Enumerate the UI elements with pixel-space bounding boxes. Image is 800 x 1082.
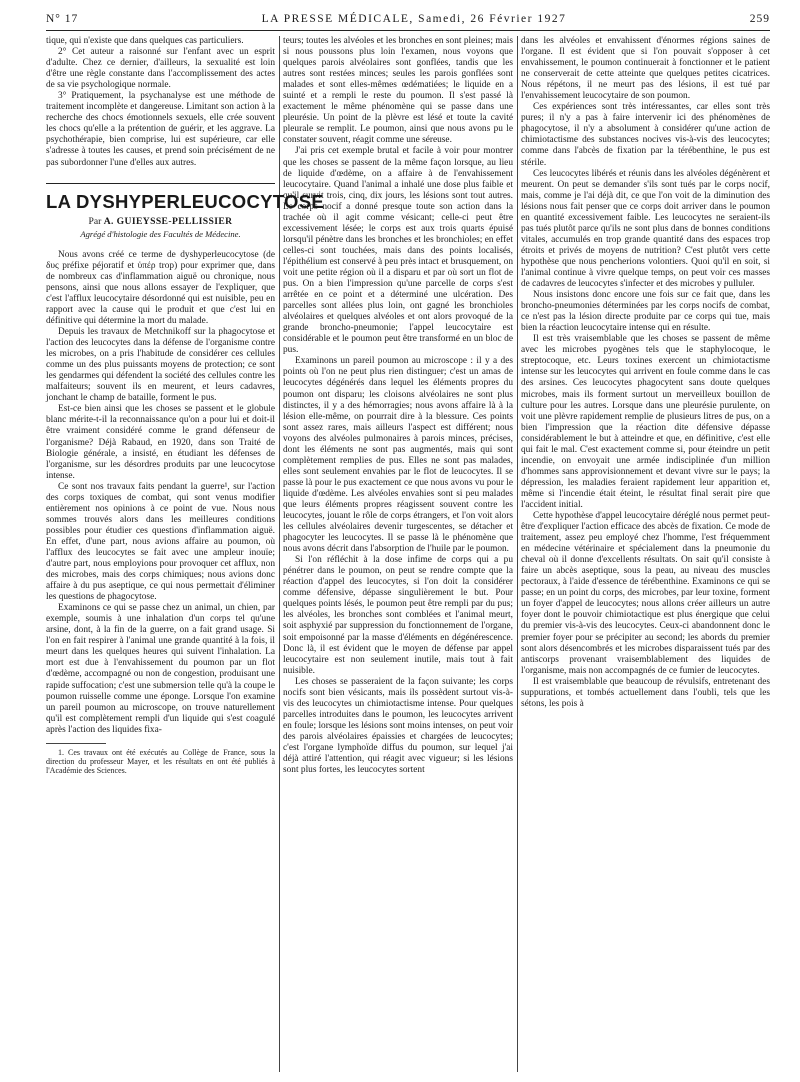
author-name: A. GUIEYSSE-PELLISSIER — [103, 215, 233, 227]
header-rule — [46, 30, 770, 31]
article-title: LA DYSHYPERLEUCOCYTOSE — [46, 190, 324, 212]
column-1 — [46, 36, 324, 776]
article-body — [46, 250, 275, 736]
column-divider — [517, 36, 518, 1072]
footnote — [46, 748, 275, 776]
paragraph: Nous insistons donc encore une fois sur ce fait que, dans les broncho-pneumonies déterminées par les corps nocifs de combat, ce n'est pas la lésion directe produite par ce corps qui tue, mais bien la réaction leucocytaire intense qui en résulte. — [521, 290, 770, 334]
paragraph: teurs; toutes les alvéoles et les bronches en sont pleines; mais si nous poussons plus loin l'examen, nous voyons que quelques parois alvéolaires sont gonflées, tandis que les autres sont restées minces; seules les parois gonflées sont malades et sont elles-mêmes œdématiées; le liquide en a suinté et a rempli le reste du poumon. Il s'est passé là exactement le même phénomène qui se passe dans une pleurésie. Un point de la plèvre est lésé et toute la cavité pleurale se remplit. Le poumon, ainsi que nous avons pu le constater souvent, réagit comme une séreuse. — [283, 36, 513, 146]
paragraph: Cette hypothèse d'appel leucocytaire déréglé nous permet peut-être d'expliquer l'action efficace des abcès de fixation. Ce mode de traitement, assez peu employé chez l'homme, l'est fréquemment en médecine vétérinaire et spécialement dans la pneumonie du cheval où il donne d'excellents résultats. On sait qu'il consiste à faire un abcès aseptique, sous la peau, au niveau des muscles pectoraux, à l'aide d'essence de térébenthine. Examinons ce qui se passe; en un point du corps, des microbes, par leur toxine, forment un foyer d'appel de leucocytes; nous allons créer ailleurs un autre foyer dont le pouvoir chimiotactique est plus énergique que celui du premier vis-à-vis des leucocytes. Ceux-ci abandonnent donc le premier foyer pour se précipiter au second; les abords du premier sont alors désencombrés et les microbes disparaissent tués par des antiscorps provenant vraisemblablement des liquides de l'organisme, mais non accompagnés de ce fumier de leucocytes. — [521, 511, 770, 676]
journal-title-date: LA PRESSE MÉDICALE, Samedi, 26 Février 1927 — [261, 13, 567, 25]
paragraph: Ces expériences sont très intéressantes, car elles sont très pures; il n'y a pas à faire intervenir ici des phénomènes de phagocytose, il n'y a absolument à considérer qu'une action de chimiotactisme des substances nocives vis-à-vis des leucocytes; comme dans l'abcès de fixation par la térébenthine, le pus est stérile. — [521, 102, 770, 168]
paragraph: J'ai pris cet exemple brutal et facile à voir pour montrer que les choses se passent de la même façon lorsque, au lieu de liquide d'œdème, on a affaire à de l'envahissement leucocytaire. Quand l'animal a inhalé une dose plus faible et qu'il survit trois, cinq, dix jours, les lésions sont tout autres. Le corps nocif a donné presque toute son action dans la trachée où il agit comme vésicant; celle-ci peut être excessivement lésée; le corps est aux trois quarts épuisé lorsqu'il pénètre dans les bronches et les bronchioles; en effet celles-ci sont touchées, mais dans des points localisés, l'épithélium est conservé à peu près intact et brusquement, on voit une petite région où il a disparu et par où sort un flot de pus. On a bien l'impression qu'une parcelle de corps s'est arrêtée en ce point et a déterminé une ulcération. Des parcelles sont allées plus loin, ont gagné les bronchioles alvéolaires et quelques alvéoles et ont alors provoqué de la grande broncho-pneumonie; l'appel leucocytaire est considérable et le poumon peut être transformé en un bloc de pus. — [283, 146, 513, 356]
paragraph: Est-ce bien ainsi que les choses se passent et le globule blanc mérite-t-il la reconnaissance qu'on a pour lui et doit-il être vraiment considéré comme le grand défenseur de l'organisme? Déjà Rabaud, en 1920, dans son Traité de Biologie générale, a insisté, en étudiant les défenses de l'organisme, sur les désordres produits par une leucocytose intense. — [46, 404, 275, 481]
paragraph: 2° Cet auteur a raisonné sur l'enfant avec un esprit d'adulte. Chez ce dernier, d'ailleurs, la sexualité est loin d'être une règle constante dans l'accomplissement des actes de sa vie psychologique normale. — [46, 47, 275, 91]
paragraph: Depuis les travaux de Metchnikoff sur la phagocytose et l'action des leucocytes dans la défense de l'organisme contre les microbes, on a pris l'habitude de considérer ces cellules comme un des plus puissants moyens de protection; ce sont les gendarmes qui défendent la société des cellules contre les malfaiteurs; souvent ils en meurent, et leurs cadavres, jonchant le champ de bataille, forment le pus. — [46, 327, 275, 404]
article-separator — [46, 183, 275, 184]
paragraph: Ce sont nos travaux faits pendant la guerre¹, sur l'action des corps toxiques de combat, qui sont venus modifier entièrement nos opinions à ce point de vue. Nous nous sommes trouvés alors dans les meilleures conditions possibles pour étudier ces questions d'inflammation aiguë. En effet, d'une part, nous avions affaire au poumon, où l'afflux des leucocytes se fait avec une ampleur inouïe; d'autre part, nous employions pour provoquer cet afflux, non des microbes, mais des corps chimiques; nous avions donc affaire à du pus aseptique, ce qui nous permettait d'éliminer les questions de phagocytose. — [46, 481, 275, 603]
paragraph: tique, qui n'existe que dans quelques cas particuliers. — [46, 36, 244, 46]
paragraph: Nous avons créé ce terme de dyshyperleucocytose (de δυς préfixe péjoratif et ὑπέρ trop) pour exprimer que, dans de nombreux cas d'inflammation aiguë ou chronique, nous pensons, ainsi que nous allons essayer de l'expliquer, que c'est l'afflux leucocytaire désordonné qui est nuisible, peu en rapport avec la cause qui le produit et que c'est lui en définitive qui détermine la mort du malade. — [46, 249, 275, 326]
paragraph: Examinons ce qui se passe chez un animal, un chien, par exemple, soumis à une inhalation d'un corps tel qu'une arsine, dont, à la fin de la guerre, on a fait grand usage. Si l'on en fait respirer à l'animal une grande quantité à la fois, il meurt dans les quelques heures qui suivent l'inhalation. La mort est due à l'envahissement du poumon par un flot d'œdème, accompagné ou non de congestion, produisant une rapide suffocation; c'est une submersion telle qu'à la coupe le poumon ruisselle comme une éponge. Lorsque l'on examine un pareil poumon au microscope, on trouve naturellement qu'il est complètement rempli d'un liquide qui s'est coagulé après l'action des liquides fixa- — [46, 603, 275, 735]
paragraph: dans les alvéoles et envahissent d'énormes régions saines de l'organe. Il est évident que si l'on pouvait s'opposer à cet envahissement, le poumon continuerait à fonctionner et le patient ne conserverait de cette atteinte que quelques petites cicatrices. Nous répétons, il ne meurt pas des lésions, il est tué par l'envahissement leucocytaire de son poumon. — [521, 36, 770, 102]
paragraph: Ces leucocytes libérés et réunis dans les alvéoles dégénèrent et meurent. On peut se demander s'ils sont tués par le corps nocif, mais, comme je l'ai déjà dit, ce que l'on voit de la diminution des lésions nous fait penser que ce corps doit arriver dans le poumon en quantité excessivement faible. Les leucocytes ne seraient-ils pas tués plutôt parce qu'ils ne sont plus dans de bonnes conditions vitales, accumulés en trop grande quantité dans des espaces trop étroits et privés de moyens de nutrition? C'est plutôt vers cette hypothèse que nous pencherions volontiers. Quoi qu'il en soit, si l'animal continue à vivre quelque temps, on peut voir ces masses de cadavres de leucocytes s'infecter et des microbes y pulluler. — [521, 168, 770, 290]
paragraph: Il est vraisemblable que beaucoup de révulsifs, entretenant des suppurations, et tombés actuellement dans l'oubli, tels que les sétons, les pois à — [521, 676, 770, 709]
previous-article-end — [46, 36, 275, 169]
author-prefix: Par — [88, 215, 104, 227]
issue-number: N° 17 — [46, 13, 79, 25]
paragraph: Il est très vraisemblable que les choses se passent de même avec les microbes pyogènes tels que le staphylocoque, le streptocoque, etc. Leurs toxines exercent un chimiotactisme intense sur les leucocytes qui arrivent en foule comme dans le cas des arsines. Ces leucocytes phagocytent sans doute quelques microbes, mais ils forment surtout un merveilleux bouillon de culture pour les autres. Lorsque dans une pleurésie purulente, on voit une plèvre rapidement remplie de plusieurs litres de pus, on a bien l'impression que la réaction dite défensive dépasse considérablement le but à atteindre et que, en définitive, c'est elle qui fait le mal. C'est exactement comme si, pour éteindre un petit incendie, on envoyait une armée indisciplinée d'un million d'hommes sans approvisionnement et devant vivre sur le pays; la dépression, les maladies feraient rapidement leur apparition et, même si l'incendie était éteint, le résultat final serait pire que l'accident initial. — [521, 334, 770, 510]
paragraph: Examinons un pareil poumon au microscope : il y a des points où l'on ne peut plus rien distinguer; c'est un amas de leucocytes dégénérés dans lequel les éléments propres du poumon ont disparu; les cloisons alvéolaires ne sont plus distinctes, il y a des hémorragies; nous avons affaire là à la lésion elle-même, on pourrait dire à la blessure. Ces points sont assez rares, mais ailleurs l'aspect est différent; nous voyons des alvéoles pulmonaires à parois minces, précises, dont les éléments ne sont pas augmentés, mais qui sont complètement remplies de pus. Elles ne sont pas malades, elles sont seulement envahies par le flot de leucocytes. Il se passe là pour le pus exactement ce que nous avons vu pour le liquide d'œdème. Les alvéoles envahies sont si peu malades que leurs éléments propres réagissent souvent contre les leucocytes, jouant le rôle de corps étrangers, et l'on voit alors les cellules alvéolaires devenir turgescentes, se détacher et phagocyter les leucocytes. Il se passe là le phénomène que nous avons décrit dans l'absorption de l'huile par le poumon. — [283, 356, 513, 555]
paragraph: 3° Pratiquement, la psychanalyse est une méthode de traitement incomplète et dangereuse. Limitant son action à la recherche des chocs émotionnels sexuels, elle crée souvent les chocs qu'elle a la prétention de guérir, et les aggrave. La psychothérapie, bien comprise, lui est supérieure, car elle s'adresse à toutes les causes, et prend soin précisément de ne pas subordonner l'une d'elles aux autres. — [46, 91, 275, 168]
page-number: 259 — [749, 13, 770, 25]
footnote-rule — [46, 743, 106, 744]
page-header — [46, 10, 770, 28]
column-2 — [283, 36, 513, 776]
article-author — [46, 216, 275, 227]
footnote-text: 1. Ces travaux ont été exécutés au Collège de France, sous la direction du professeur Mayer, et les résultats en ont été publiés à l'Académie des Sciences. — [46, 747, 275, 776]
author-affiliation: Agrégé d'histologie des Facultés de Médecine. — [80, 228, 241, 239]
paragraph: Si l'on réfléchit à la dose infime de corps qui a pu pénétrer dans le poumon, on peut se rendre compte que la réaction d'appel des leucocytes, si l'on doit la considérer comme défensive, dépasse singulièrement le but. Pour quelques points lésés, le poumon peut être rempli par du pus; les alvéoles, les bronches sont comblées et l'animal meurt, soit asphyxié par suppression du fonctionnement de l'organe, soit empoisonné par la masse d'éléments en dégénérescence. Donc là, il est évident que le moyen de défense par appel leucocytaire est non seulement inutile, mais tout à fait nuisible. — [283, 555, 513, 676]
column-3 — [521, 36, 770, 710]
paragraph: Les choses se passeraient de la façon suivante; les corps nocifs sont bien vésicants, mais ils possèdent surtout vis-à-vis des leucocytes un chimiotactisme intense. Pour quelques parcelles introduites dans le poumon, les leucocytes arrivent en foule; lorsque les lésions sont moins intenses, on peut voir des parois alvéolaires épaissies et chargées de leucocytes; c'est l'organe lymphoïde diffus du poumon, sur lequel j'ai déjà attiré l'attention, qui réagit avec vigueur; si les lésions sont plus fortes, les leucocytes sortent — [283, 676, 513, 776]
